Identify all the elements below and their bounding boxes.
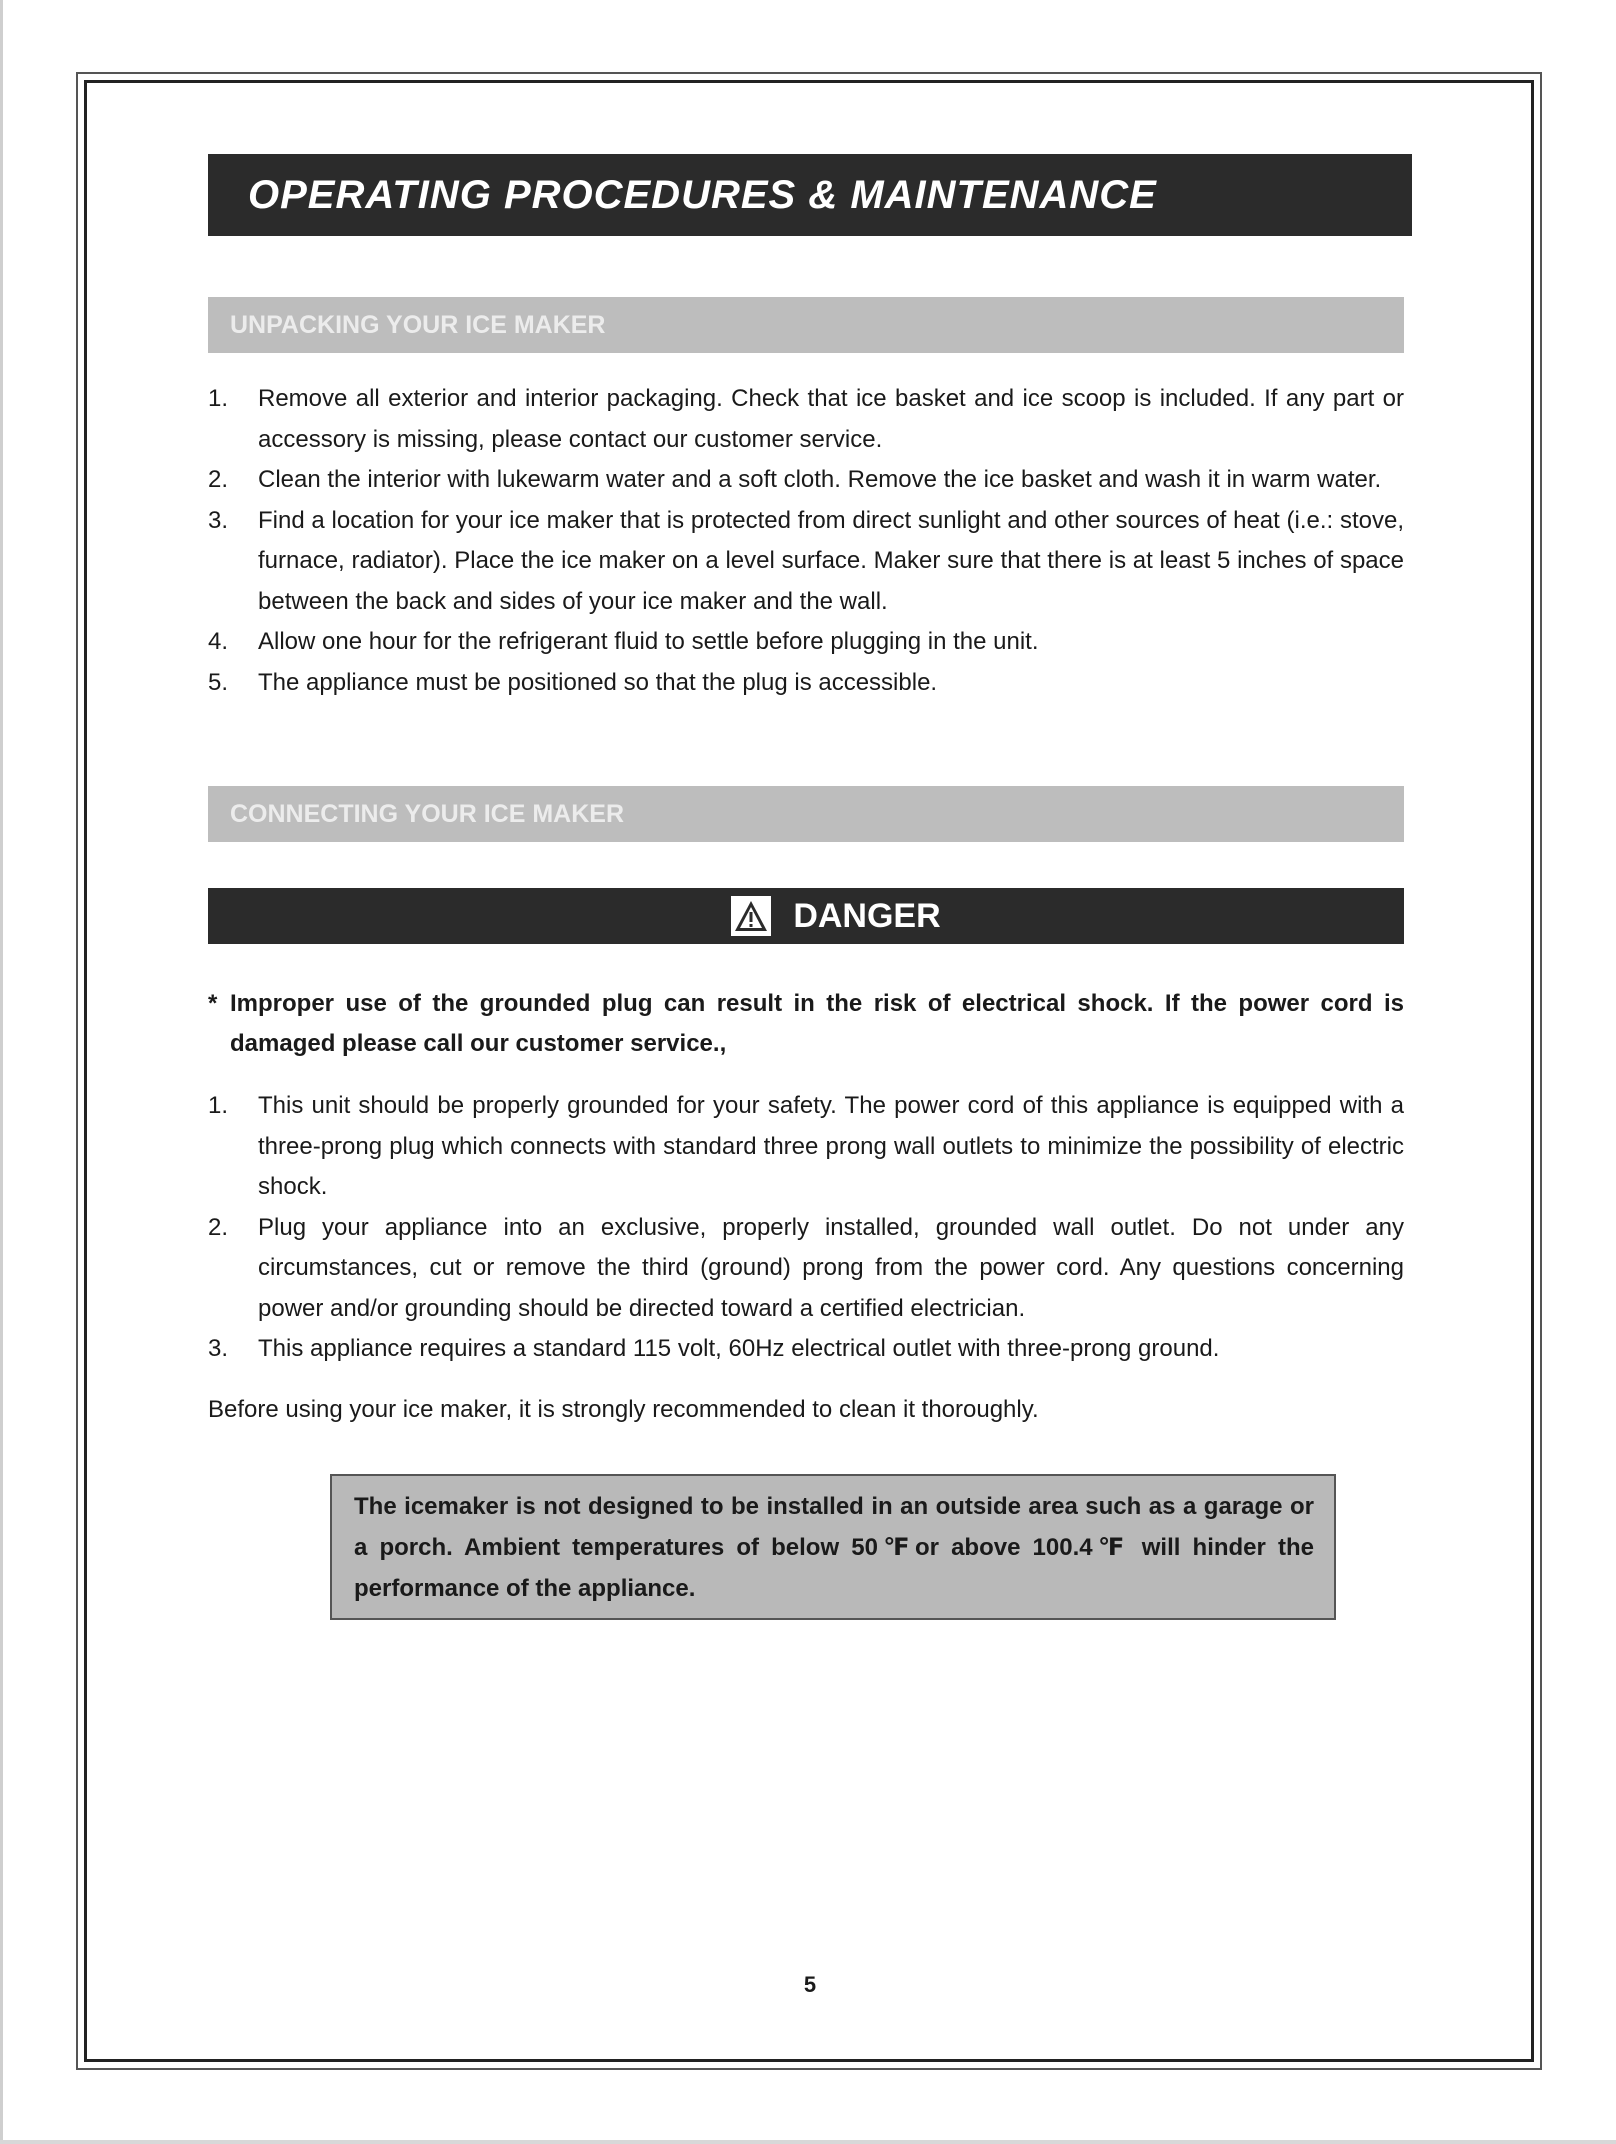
list-item-number: 1. (208, 385, 229, 412)
section-heading-connecting: CONNECTING YOUR ICE MAKER (208, 786, 1404, 842)
installation-notice-box: The icemaker is not designed to be installed in an outside area such as a garage or a porch. Ambient temperatures of below 50℉or above 100.4℉ will hinder the performance of the appliance. (330, 1474, 1336, 1620)
connecting-list (208, 1086, 1404, 1370)
page-bottom-edge (0, 2140, 1616, 2144)
page-border-inner (84, 80, 1534, 2062)
page-title: OPERATING PROCEDURES & MAINTENANCE (208, 154, 1412, 236)
list-item-number: 4. (208, 628, 229, 655)
list-item-number: 3. (208, 1335, 229, 1362)
page-number: 5 (803, 1972, 817, 1997)
list-item (208, 501, 1404, 623)
list-item-text: Remove all exterior and interior packaging. Check that ice basket and ice scoop is included. If any part or accessory is missing, please contact our customer service. (258, 385, 1404, 453)
warning-text: Improper use of the grounded plug can result in the risk of electrical shock. If the power cord is damaged please call our customer service., (230, 990, 1404, 1057)
list-item (208, 622, 1404, 663)
list-item (208, 460, 1404, 501)
list-item-text: Clean the interior with lukewarm water and a soft cloth. Remove the ice basket and wash it in warm water. (258, 466, 1382, 493)
section-heading-unpacking: UNPACKING YOUR ICE MAKER (208, 297, 1404, 353)
page-left-edge (0, 0, 3, 2144)
list-item-text: This unit should be properly grounded for your safety. The power cord of this appliance is equipped with a three-prong plug which connects with standard three prong wall outlets to minimize the possibility of electric shock. (258, 1092, 1404, 1200)
list-item (208, 1086, 1404, 1208)
list-item-text: Find a location for your ice maker that is protected from direct sunlight and other sources of heat (i.e.: stove, furnace, radiator). Place the ice maker on a level surface. Maker sure that there is at least 5 inches of space between the back and sides of your ice maker and the wall. (258, 506, 1404, 615)
list-item-number: 1. (208, 1092, 229, 1119)
list-item-text: Allow one hour for the refrigerant fluid to settle before plugging in the unit. (258, 628, 1039, 655)
list-item (208, 379, 1404, 460)
danger-label: DANGER (793, 896, 941, 935)
list-item-text: This appliance requires a standard 115 volt, 60Hz electrical outlet with three-prong ground. (258, 1335, 1220, 1362)
list-item-number: 2. (208, 466, 229, 493)
list-item (208, 1208, 1404, 1330)
grounding-warning (208, 984, 1404, 1064)
list-item-text: The appliance must be positioned so that the plug is accessible. (258, 668, 938, 696)
unpacking-list (208, 379, 1404, 703)
list-item-number: 5. (208, 668, 229, 696)
list-item-number: 3. (208, 506, 229, 534)
danger-banner (208, 888, 1404, 944)
list-item-number: 2. (208, 1213, 229, 1241)
list-item-text: Plug your appliance into an exclusive, properly installed, grounded wall outlet. Do not under any circumstances, cut or remove the third (ground) prong from the power cord. Any questions concerning power and/or grounding should be directed toward a certified electrician. (258, 1213, 1404, 1322)
warning-triangle-icon (731, 896, 771, 936)
list-item (208, 1329, 1404, 1370)
list-item (208, 663, 1404, 704)
cleaning-recommendation: Before using your ice maker, it is strongly recommended to clean it thoroughly. (208, 1396, 1039, 1423)
warning-asterisk: * (208, 990, 218, 1017)
